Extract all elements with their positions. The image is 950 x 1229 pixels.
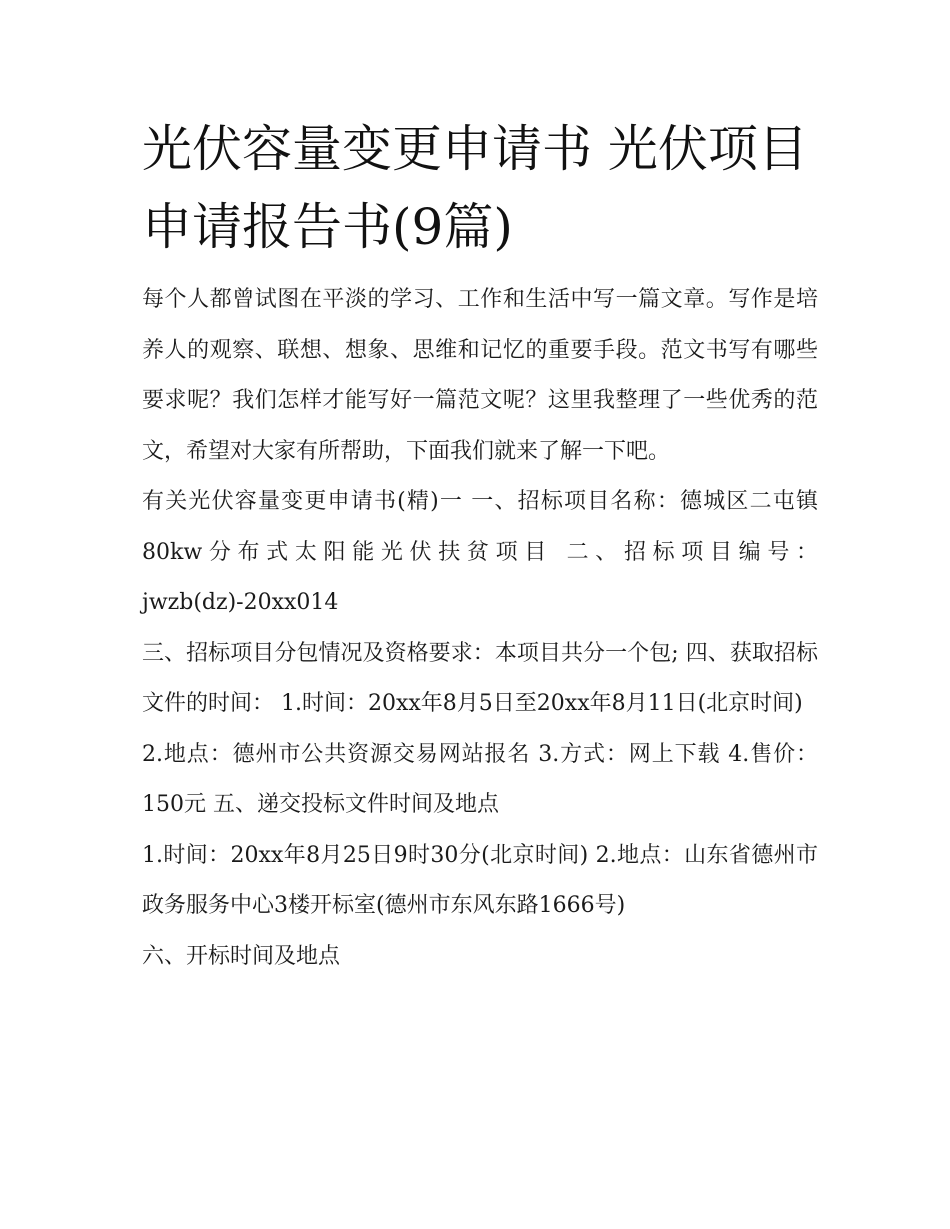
paragraph-package-time: 三、招标项目分包情况及资格要求：本项目共分一个包; 四、获取招标文件的时间： 1.时间：20xx年8月5日至20xx年8月11日(北京时间) xyxy=(142,640,818,716)
paragraph-opening-heading: 六、开标时间及地点 xyxy=(142,943,341,969)
document-title: 光伏容量变更申请书 光伏项目申请报告书(9篇) xyxy=(142,120,808,256)
paragraph-intro: 每个人都曾试图在平淡的学习、工作和生活中写一篇文章。写作是培养人的观察、联想、想象、思维和记忆的重要手段。范文书写有哪些要求呢？我们怎样才能写好一篇范文呢？这里我整理了一些优秀的范文，希望对大家有所帮助，下面我们就来了解一下吧。 xyxy=(142,287,818,464)
paragraph-submission: 1.时间：20xx年8月25日9时30分(北京时间) 2.地点：山东省德州市政务服务中心3楼开标室(德州市东风东路1666号) xyxy=(142,842,818,918)
paragraph-project-name: 有关光伏容量变更申请书(精)一 一、招标项目名称：德城区二屯镇80kw分布式太阳能光伏扶贫项目 二、招标项目编号：jwzb(dz)-20xx014 xyxy=(142,489,818,615)
document-body xyxy=(142,275,818,982)
paragraph-location-price: 2.地点：德州市公共资源交易网站报名 3.方式：网上下载 4.售价：150元 五、递交投标文件时间及地点 xyxy=(142,741,818,817)
